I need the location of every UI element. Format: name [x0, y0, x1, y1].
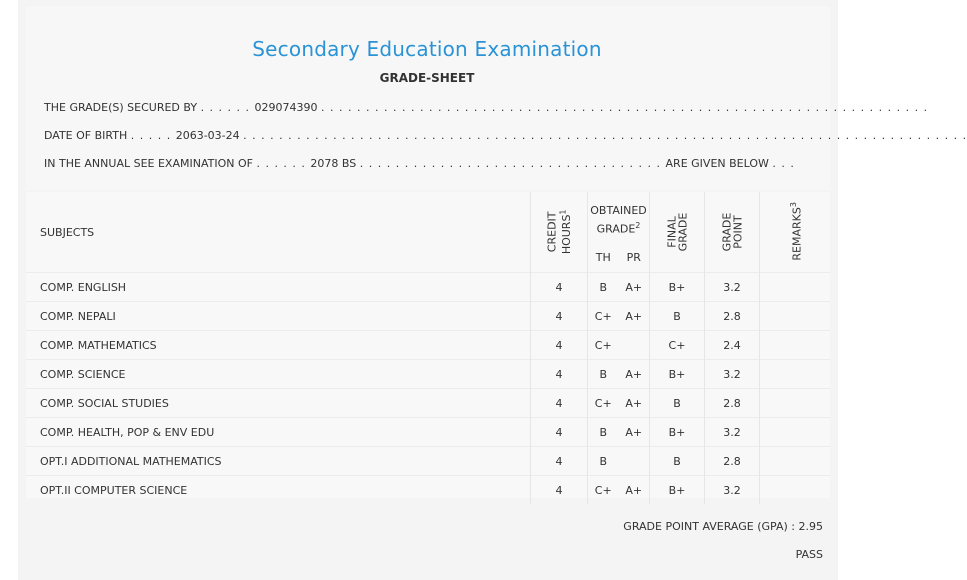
final-grade-cell: B+	[650, 418, 705, 447]
grade-point-cell: 3.2	[705, 418, 760, 447]
header-pr: PR	[626, 250, 641, 264]
credit-cell: 4	[531, 447, 588, 476]
obtained-line1: OBTAINED	[590, 204, 647, 218]
table-row	[26, 476, 830, 505]
pr-grade-cell: A+	[619, 476, 650, 505]
header-credit-hours	[531, 192, 588, 273]
table-row	[26, 273, 830, 302]
pr-grade-cell: A+	[619, 418, 650, 447]
credit-cell: 4	[531, 273, 588, 302]
th-grade-cell: B	[588, 418, 619, 447]
grade-table	[26, 192, 830, 504]
result-status: PASS	[795, 548, 823, 561]
th-grade-cell: C+	[588, 302, 619, 331]
subject-cell: COMP. SCIENCE	[26, 360, 531, 389]
pr-grade-cell	[619, 331, 650, 360]
remarks-cell	[760, 331, 831, 360]
credit-hours-sup: 1	[558, 209, 568, 215]
final-grade-cell: B	[650, 389, 705, 418]
gpa-label: GRADE POINT AVERAGE (GPA) :	[623, 520, 795, 533]
final-grade-cell: B+	[650, 360, 705, 389]
subject-cell: OPT.II COMPUTER SCIENCE	[26, 476, 531, 505]
final-grade-cell: B	[650, 302, 705, 331]
grade-point-cell: 3.2	[705, 273, 760, 302]
credit-cell: 4	[531, 389, 588, 418]
exam-line: IN THE ANNUAL SEE EXAMINATION OF . . . . . . 2078 BS . . . . . . . . . . . . . . . . . . . . . . . . . . . . . . . . . . ARE GIVEN BELOW . . .	[44, 157, 795, 170]
subject-cell: OPT.I ADDITIONAL MATHEMATICS	[26, 447, 531, 476]
pr-grade-cell: A+	[619, 302, 650, 331]
th-grade-cell: B	[588, 447, 619, 476]
exam-label: IN THE ANNUAL SEE EXAMINATION OF	[44, 157, 253, 170]
pr-grade-cell: A+	[619, 273, 650, 302]
obtained-sup: 2	[635, 221, 641, 231]
dob-value: 2063-03-24	[175, 129, 240, 142]
table-row	[26, 418, 830, 447]
credit-hours-line2: HOURS	[559, 214, 573, 254]
final-line1: FINAL	[664, 215, 678, 248]
final-line2: GRADE	[675, 212, 689, 251]
pr-grade-cell: A+	[619, 389, 650, 418]
th-grade-cell: C+	[588, 476, 619, 505]
th-grade-cell: C+	[588, 331, 619, 360]
th-grade-cell: B	[588, 360, 619, 389]
remarks-cell	[760, 273, 831, 302]
subject-cell: COMP. MATHEMATICS	[26, 331, 531, 360]
credit-hours-line1: CREDIT	[545, 211, 559, 252]
grade-point-cell: 3.2	[705, 360, 760, 389]
secured-by-label: THE GRADE(S) SECURED BY	[44, 101, 198, 114]
subject-cell: COMP. ENGLISH	[26, 273, 531, 302]
remarks-sup: 3	[788, 202, 798, 208]
header-subjects: SUBJECTS	[40, 225, 95, 239]
table-row	[26, 360, 830, 389]
gp-line1: GRADE	[719, 212, 733, 251]
header-final-grade	[650, 192, 705, 273]
table-row	[26, 302, 830, 331]
remarks-cell	[760, 418, 831, 447]
grade-rows	[26, 273, 830, 505]
credit-cell: 4	[531, 302, 588, 331]
final-grade-cell: B+	[650, 476, 705, 505]
secured-by-value: 029074390	[254, 101, 318, 114]
header-remarks	[760, 192, 831, 273]
subject-cell: COMP. SOCIAL STUDIES	[26, 389, 531, 418]
remarks-cell	[760, 360, 831, 389]
dob-label: DATE OF BIRTH	[44, 129, 128, 142]
pr-grade-cell	[619, 447, 650, 476]
remarks-label: REMARKS	[790, 207, 804, 261]
header-obtained-grade	[588, 192, 650, 242]
table-row	[26, 331, 830, 360]
grade-point-cell: 2.8	[705, 389, 760, 418]
final-grade-cell: C+	[650, 331, 705, 360]
dob-line: DATE OF BIRTH . . . . . 2063-03-24 . . . . . . . . . . . . . . . . . . . . . . . . . . . . . . . . . . . . . . . . . . . . . . . . . . . . . . . . . . . . . . . . . . . . . . . . . . . . . . . . .	[44, 129, 967, 142]
header-th: TH	[588, 242, 619, 273]
table-row	[26, 389, 830, 418]
page-subtitle: GRADE-SHEET	[379, 71, 475, 85]
final-grade-cell: B	[650, 447, 705, 476]
credit-cell: 4	[531, 360, 588, 389]
exam-suffix: ARE GIVEN BELOW	[665, 157, 769, 170]
remarks-cell	[760, 476, 831, 505]
grade-point-cell: 2.8	[705, 447, 760, 476]
header-grade-point	[705, 192, 760, 273]
page-title: Secondary Education Examination	[252, 37, 602, 61]
subject-cell: COMP. NEPALI	[26, 302, 531, 331]
credit-cell: 4	[531, 331, 588, 360]
exam-value: 2078 BS	[310, 157, 357, 170]
obtained-line2: GRADE	[596, 222, 636, 236]
subject-cell: COMP. HEALTH, POP & ENV EDU	[26, 418, 531, 447]
final-grade-cell: B+	[650, 273, 705, 302]
gp-line2: POINT	[730, 214, 744, 249]
grade-point-cell: 3.2	[705, 476, 760, 505]
gpa-summary	[623, 520, 823, 533]
th-grade-cell: B	[588, 273, 619, 302]
th-grade-cell: C+	[588, 389, 619, 418]
table-header-row	[26, 192, 830, 242]
grade-point-cell: 2.8	[705, 302, 760, 331]
credit-cell: 4	[531, 476, 588, 505]
credit-cell: 4	[531, 418, 588, 447]
table-row	[26, 447, 830, 476]
gpa-value: 2.95	[798, 520, 823, 533]
grade-point-cell: 2.4	[705, 331, 760, 360]
remarks-cell	[760, 302, 831, 331]
pr-grade-cell: A+	[619, 360, 650, 389]
secured-by-line: THE GRADE(S) SECURED BY . . . . . . 029074390 . . . . . . . . . . . . . . . . . . . . . . . . . . . . . . . . . . . . . . . . . . . . . . . . . . . . . . . . . . . . . . . . . . . .	[44, 101, 929, 114]
remarks-cell	[760, 389, 831, 418]
remarks-cell	[760, 447, 831, 476]
